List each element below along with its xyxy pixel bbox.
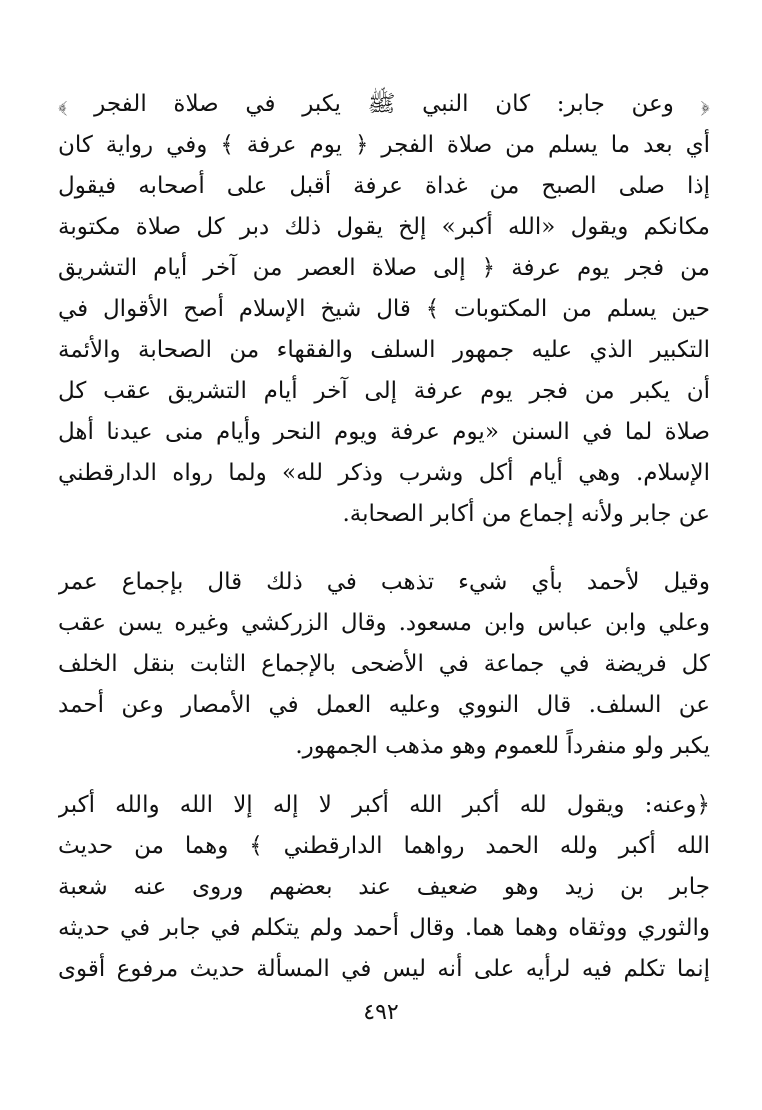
text-line: الله أكبر ولله الحمد رواهما الدارقطني ﴾ وهما من حديث [58, 833, 710, 859]
text-line: جابر بن زيد وهو ضعيف عند بعضهم وروى عنه شعبة [58, 874, 710, 900]
text-line: مكانكم ويقول «الله أكبر» إلخ يقول ذلك دبر كل صلاة مكتوبة [58, 214, 710, 240]
text-line: عن جابر ولأنه إجماع من أكابر الصحابة. [342, 501, 710, 527]
paragraph-3 [58, 785, 710, 990]
text-line: ﴿وعنه: ويقول لله أكبر الله أكبر لا إله إلا الله والله أكبر [58, 792, 710, 818]
text-line: إنما تكلم فيه لرأيه على أنه ليس في المسألة حديث مرفوع أقوى [58, 956, 710, 982]
paragraph-2 [58, 562, 710, 767]
text-line: أي بعد ما يسلم من صلاة الفجر ﴿ يوم عرفة ﴾ وفي رواية كان [58, 132, 710, 158]
text-line: والثوري ووثقاه وهما هما. وقال أحمد ولم يتكلم في جابر في حديثه [58, 915, 710, 941]
page-number: ٤٩٢ [363, 1000, 399, 1025]
text-line: التكبير الذي عليه جمهور السلف والفقهاء من الصحابة والأئمة [58, 337, 710, 363]
text-line: صلاة لما في السنن «يوم عرفة ويوم النحر وأيام منى عيدنا أهل [58, 419, 710, 445]
text-line: وقيل لأحمد بأي شيء تذهب في ذلك قال بإجماع عمر [58, 569, 710, 595]
text-line: عن السلف. قال النووي وعليه العمل في الأمصار وعن أحمد [58, 692, 710, 718]
text-line: ﴿ وعن جابر: كان النبي ﷺ يكبر في صلاة الفجر ﴾ [58, 91, 710, 117]
paragraph-1 [58, 84, 710, 535]
text-line: وعلي وابن عباس وابن مسعود. وقال الزركشي وغيره يسن عقب [58, 610, 710, 636]
text-line: كل فريضة في جماعة في الأضحى بالإجماع الثابت بنقل الخلف [58, 651, 710, 677]
text-line: من فجر يوم عرفة ﴿ إلى صلاة العصر من آخر أيام التشريق [58, 255, 710, 281]
text-line: يكبر ولو منفرداً للعموم وهو مذهب الجمهور. [295, 733, 710, 759]
text-line: إذا صلى الصبح من غداة عرفة أقبل على أصحابه فيقول [58, 173, 710, 199]
text-line: الإسلام. وهي أيام أكل وشرب وذكر لله» ولما رواه الدارقطني [58, 460, 710, 486]
text-line: حين يسلم من المكتوبات ﴾ قال شيخ الإسلام أصح الأقوال في [58, 296, 710, 322]
text-line: أن يكبر من فجر يوم عرفة إلى آخر أيام التشريق عقب كل [58, 378, 710, 404]
